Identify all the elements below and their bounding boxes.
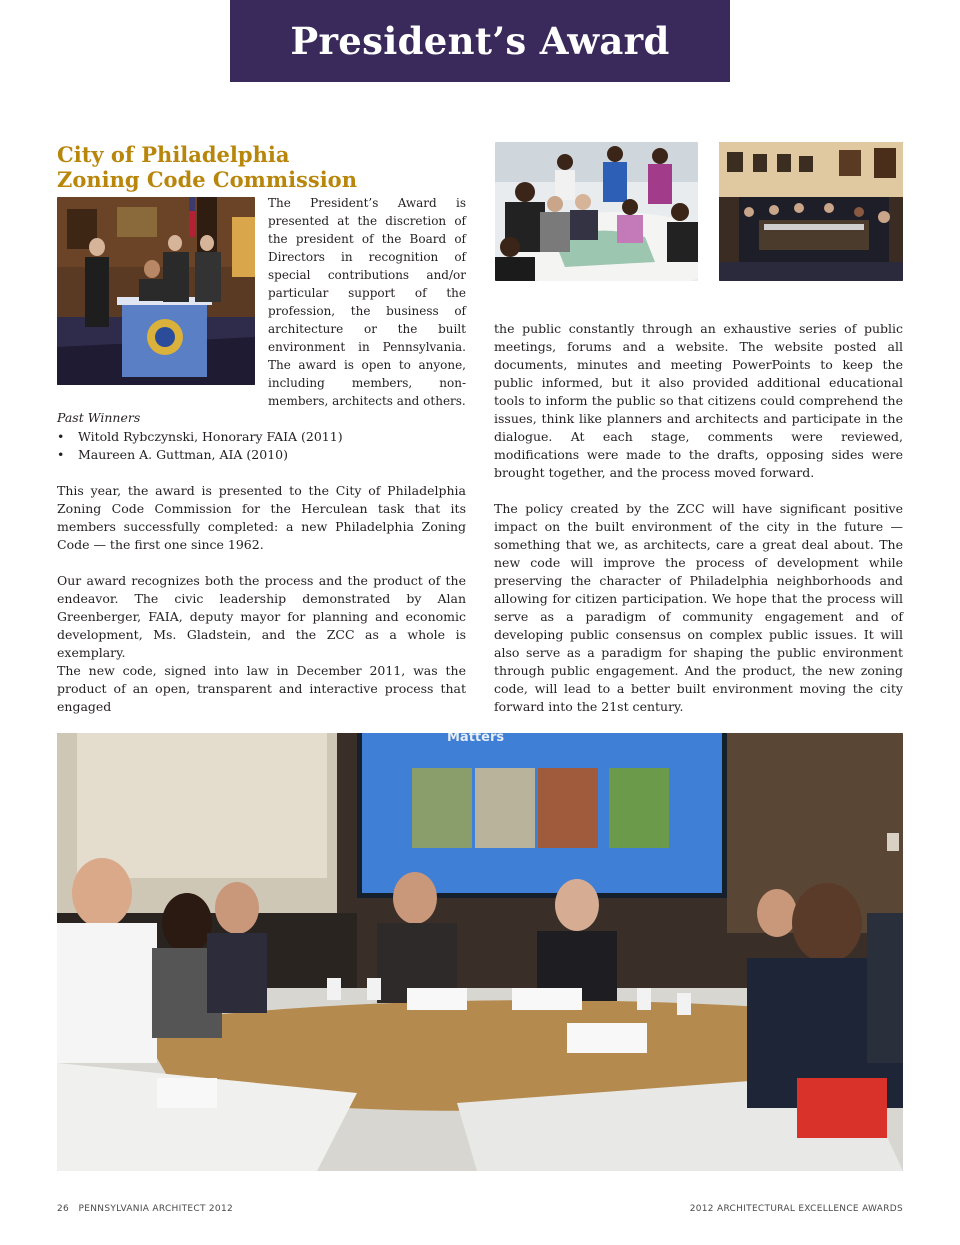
intro-paragraph: The President’s Award is presented at the discretion of the president of the Board of Directors in recognition of special contributions and/or particular support of the profession, the business of architecture or the built environment in Pennsylvania. The award is open to anyone, including members, non-members, architects and others. [268,196,466,408]
photo-commission-meeting [57,733,903,1171]
footer-left [57,1204,233,1214]
photo-award-presentation [57,197,255,385]
page-banner [230,0,730,82]
past-winner-item: • Witold Rybczynski, Honorary FAIA (2011) [57,428,343,446]
left-paragraph-3: The new code, signed into law in December 2011, was the product of an open, transparent and interactive process that engaged [57,663,466,714]
section-title-line1: City of Philadelphia [57,142,290,167]
footer-right: 2012 ARCHITECTURAL EXCELLENCE AWARDS [689,1204,903,1214]
publication-name: PENNSYLVANIA ARCHITECT 2012 [78,1204,234,1214]
banner-title: President’s Award [290,19,670,63]
screen-text: Matters [447,733,505,745]
section-title-line2: Zoning Code Commission [57,167,357,192]
page-number: 26 [57,1204,70,1214]
photo-community-workshop [495,142,698,281]
left-paragraph-2: Our award recognizes both the process and the product of the endeavor. The civic leadership demonstrated by Alan Greenberger, FAIA, deputy mayor for planning and economic development, Ms. Gladstein, and the ZCC as a whole is exemplary. [57,573,466,660]
past-winners-title: Past Winners [57,410,141,425]
right-paragraph-2: The policy created by the ZCC will have significant positive impact on the built environment of the city in the future — something that we, as architects, care a great deal about. The new code will improve the process of development while preserving the character of Philadelphia neighborhoods and allowing for citizen participation. We hope that the process will serve as a paradigm of community engagement and of developing public consensus on complex public issues. It will also serve as a paradigm for shaping the public environment through public engagement. And the product, the new zoning code, will lead to a better built environment moving the city forward into the 21st century. [494,501,903,714]
photo-meeting-room [719,142,903,281]
past-winners-list [57,428,343,464]
left-paragraph-1: This year, the award is presented to the City of Philadelphia Zoning Code Commission for the Herculean task that its members successfully completed: a new Philadelphia Zoning Code — the first one since 1962. [57,483,466,552]
section-heading [57,142,477,192]
right-paragraph-1: the public constantly through an exhaustive series of public meetings, forums and a website. The website posted all documents, minutes and meeting PowerPoints to keep the public informed, but it also provided additional educational tools to inform the public so that citizens could comprehend the issues, think like planners and architects and participate in the dialogue. At each stage, comments were reviewed, modifications were made to the drafts, opposing sides were brought together, and the process moved forward. [494,321,903,480]
past-winner-item: • Maureen A. Guttman, AIA (2010) [57,446,343,464]
